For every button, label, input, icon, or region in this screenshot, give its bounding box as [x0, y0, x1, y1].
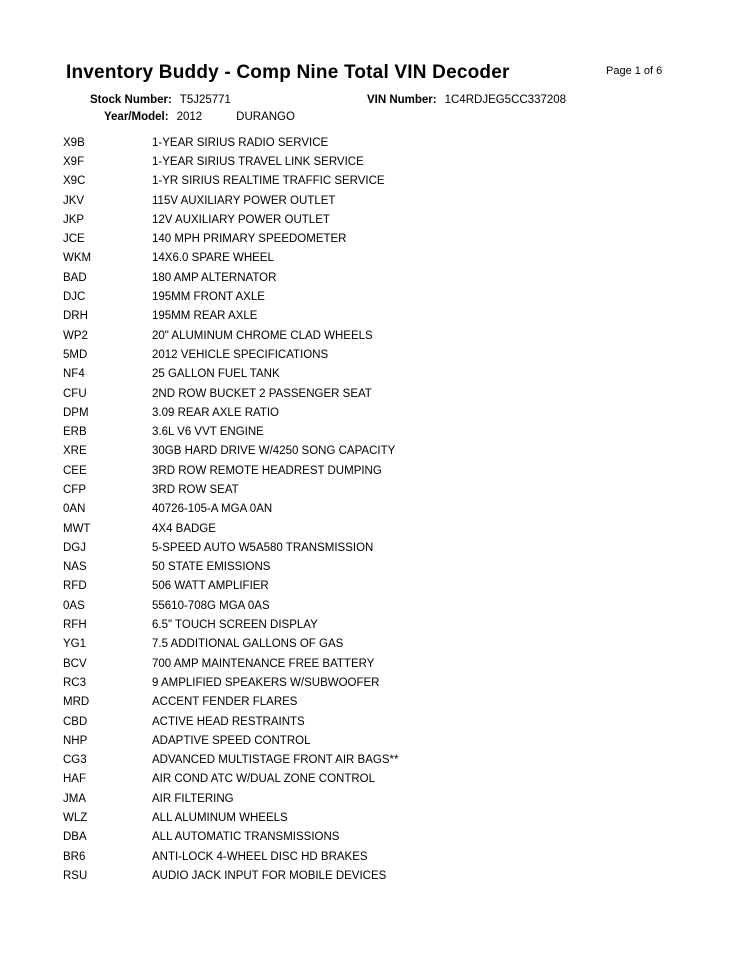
- option-desc: 195MM REAR AXLE: [152, 310, 258, 323]
- option-desc: 3.09 REAR AXLE RATIO: [152, 406, 279, 419]
- option-desc: 9 AMPLIFIED SPEAKERS W/SUBWOOFER: [152, 676, 380, 689]
- option-code: MWT: [63, 522, 91, 535]
- option-row: [63, 538, 683, 557]
- option-row: [63, 519, 683, 538]
- option-row: [63, 500, 683, 519]
- option-row: [63, 422, 683, 441]
- option-row: [63, 770, 683, 789]
- option-desc: 1-YEAR SIRIUS TRAVEL LINK SERVICE: [152, 155, 364, 168]
- option-desc: 40726-105-A MGA 0AN: [152, 503, 273, 516]
- option-row: [63, 654, 683, 673]
- option-code: RFH: [63, 619, 87, 632]
- option-desc: AIR FILTERING: [152, 792, 234, 805]
- option-code: YG1: [63, 638, 87, 651]
- option-row: [63, 866, 683, 885]
- page-number-indicator: Page 1 of 6: [606, 65, 663, 77]
- option-code: X9C: [63, 175, 86, 188]
- option-row: [63, 229, 683, 248]
- option-code: DJC: [63, 291, 86, 304]
- header-line-1: [90, 94, 566, 106]
- option-desc: ANTI-LOCK 4-WHEEL DISC HD BRAKES: [152, 850, 368, 863]
- option-row: [63, 635, 683, 654]
- option-code: HAF: [63, 773, 86, 786]
- option-code: JMA: [63, 792, 86, 805]
- option-row: [63, 693, 683, 712]
- option-code: X9B: [63, 136, 85, 149]
- option-row: [63, 287, 683, 306]
- model-value: DURANGO: [236, 111, 295, 123]
- vin-number-label: VIN Number:: [366, 94, 437, 106]
- option-desc: 4X4 BADGE: [152, 522, 216, 535]
- option-code: MRD: [63, 696, 90, 709]
- option-row: [63, 152, 683, 171]
- option-code: JKP: [63, 213, 85, 226]
- option-desc: 2ND ROW BUCKET 2 PASSENGER SEAT: [152, 387, 372, 400]
- option-code: RFD: [63, 580, 87, 593]
- option-desc: 1-YR SIRIUS REALTIME TRAFFIC SERVICE: [152, 175, 385, 188]
- option-desc: 7.5 ADDITIONAL GALLONS OF GAS: [152, 638, 344, 651]
- option-desc: 115V AUXILIARY POWER OUTLET: [152, 194, 336, 207]
- option-row: [63, 326, 683, 345]
- option-desc: AIR COND ATC W/DUAL ZONE CONTROL: [152, 773, 375, 786]
- option-desc: 180 AMP ALTERNATOR: [152, 271, 277, 284]
- option-desc: 6.5" TOUCH SCREEN DISPLAY: [152, 619, 318, 632]
- option-code: BCV: [63, 657, 87, 670]
- option-desc: ACTIVE HEAD RESTRAINTS: [152, 715, 305, 728]
- option-code: CEE: [63, 464, 87, 477]
- header-line-2: [104, 111, 295, 123]
- option-row: [63, 808, 683, 827]
- year-model-label: Year/Model:: [104, 111, 169, 123]
- option-code: JCE: [63, 233, 85, 246]
- option-desc: 55610-708G MGA 0AS: [152, 599, 270, 612]
- option-row: [63, 577, 683, 596]
- option-desc: 506 WATT AMPLIFIER: [152, 580, 269, 593]
- options-list: [63, 133, 683, 886]
- option-code: CFP: [63, 483, 86, 496]
- option-code: NF4: [63, 368, 85, 381]
- option-row: [63, 847, 683, 866]
- option-row: [63, 365, 683, 384]
- option-desc: 140 MPH PRIMARY SPEEDOMETER: [152, 233, 347, 246]
- year-value: 2012: [176, 111, 203, 123]
- option-row: [63, 345, 683, 364]
- option-desc: 3RD ROW REMOTE HEADREST DUMPING: [152, 464, 382, 477]
- option-desc: 30GB HARD DRIVE W/4250 SONG CAPACITY: [152, 445, 396, 458]
- option-code: DBA: [63, 831, 87, 844]
- option-desc: ADAPTIVE SPEED CONTROL: [152, 734, 311, 747]
- option-code: DPM: [63, 406, 89, 419]
- option-code: DRH: [63, 310, 88, 323]
- option-code: RC3: [63, 676, 87, 689]
- option-code: 5MD: [63, 348, 88, 361]
- option-desc: ALL AUTOMATIC TRANSMISSIONS: [152, 831, 340, 844]
- vin-number-value: 1C4RDJEG5CC337208: [444, 94, 567, 106]
- option-row: [63, 615, 683, 634]
- option-code: NHP: [63, 734, 88, 747]
- option-row: [63, 133, 683, 152]
- option-desc: 20" ALUMINUM CHROME CLAD WHEELS: [152, 329, 373, 342]
- option-row: [63, 403, 683, 422]
- option-code: RSU: [63, 869, 88, 882]
- option-desc: 5-SPEED AUTO W5A580 TRANSMISSION: [152, 541, 374, 554]
- stock-number-label: Stock Number:: [90, 94, 172, 106]
- option-desc: 700 AMP MAINTENANCE FREE BATTERY: [152, 657, 375, 670]
- option-desc: ACCENT FENDER FLARES: [152, 696, 298, 709]
- option-code: DGJ: [63, 541, 86, 554]
- option-code: 0AN: [63, 503, 86, 516]
- option-code: ERB: [63, 426, 87, 439]
- option-code: WP2: [63, 329, 88, 342]
- option-code: JKV: [63, 194, 85, 207]
- option-code: WKM: [63, 252, 92, 265]
- option-row: [63, 210, 683, 229]
- option-code: BAD: [63, 271, 87, 284]
- option-row: [63, 673, 683, 692]
- option-row: [63, 172, 683, 191]
- option-row: [63, 442, 683, 461]
- option-row: [63, 307, 683, 326]
- option-row: [63, 789, 683, 808]
- option-row: [63, 249, 683, 268]
- option-desc: 25 GALLON FUEL TANK: [152, 368, 280, 381]
- option-desc: 195MM FRONT AXLE: [152, 291, 265, 304]
- option-desc: AUDIO JACK INPUT FOR MOBILE DEVICES: [152, 869, 387, 882]
- option-code: CFU: [63, 387, 87, 400]
- page-title: Inventory Buddy - Comp Nine Total VIN Decoder: [66, 62, 510, 83]
- option-row: [63, 461, 683, 480]
- option-row: [63, 480, 683, 499]
- option-code: 0AS: [63, 599, 85, 612]
- option-row: [63, 268, 683, 287]
- option-desc: 50 STATE EMISSIONS: [152, 561, 271, 574]
- option-desc: 3RD ROW SEAT: [152, 483, 239, 496]
- option-row: [63, 596, 683, 615]
- option-desc: 12V AUXILIARY POWER OUTLET: [152, 213, 330, 226]
- option-row: [63, 384, 683, 403]
- option-desc: 1-YEAR SIRIUS RADIO SERVICE: [152, 136, 329, 149]
- option-row: [63, 558, 683, 577]
- option-code: CG3: [63, 754, 87, 767]
- option-row: [63, 751, 683, 770]
- option-row: [63, 191, 683, 210]
- option-row: [63, 828, 683, 847]
- option-code: XRE: [63, 445, 87, 458]
- option-code: NAS: [63, 561, 87, 574]
- option-code: WLZ: [63, 812, 88, 825]
- stock-number-value: T5J25771: [179, 94, 231, 106]
- option-desc: ADVANCED MULTISTAGE FRONT AIR BAGS**: [152, 754, 399, 767]
- option-row: [63, 731, 683, 750]
- option-desc: 3.6L V6 VVT ENGINE: [152, 426, 264, 439]
- option-desc: 14X6.0 SPARE WHEEL: [152, 252, 274, 265]
- option-row: [63, 712, 683, 731]
- option-desc: 2012 VEHICLE SPECIFICATIONS: [152, 348, 329, 361]
- option-code: X9F: [63, 155, 85, 168]
- option-desc: ALL ALUMINUM WHEELS: [152, 812, 288, 825]
- option-code: CBD: [63, 715, 88, 728]
- option-code: BR6: [63, 850, 86, 863]
